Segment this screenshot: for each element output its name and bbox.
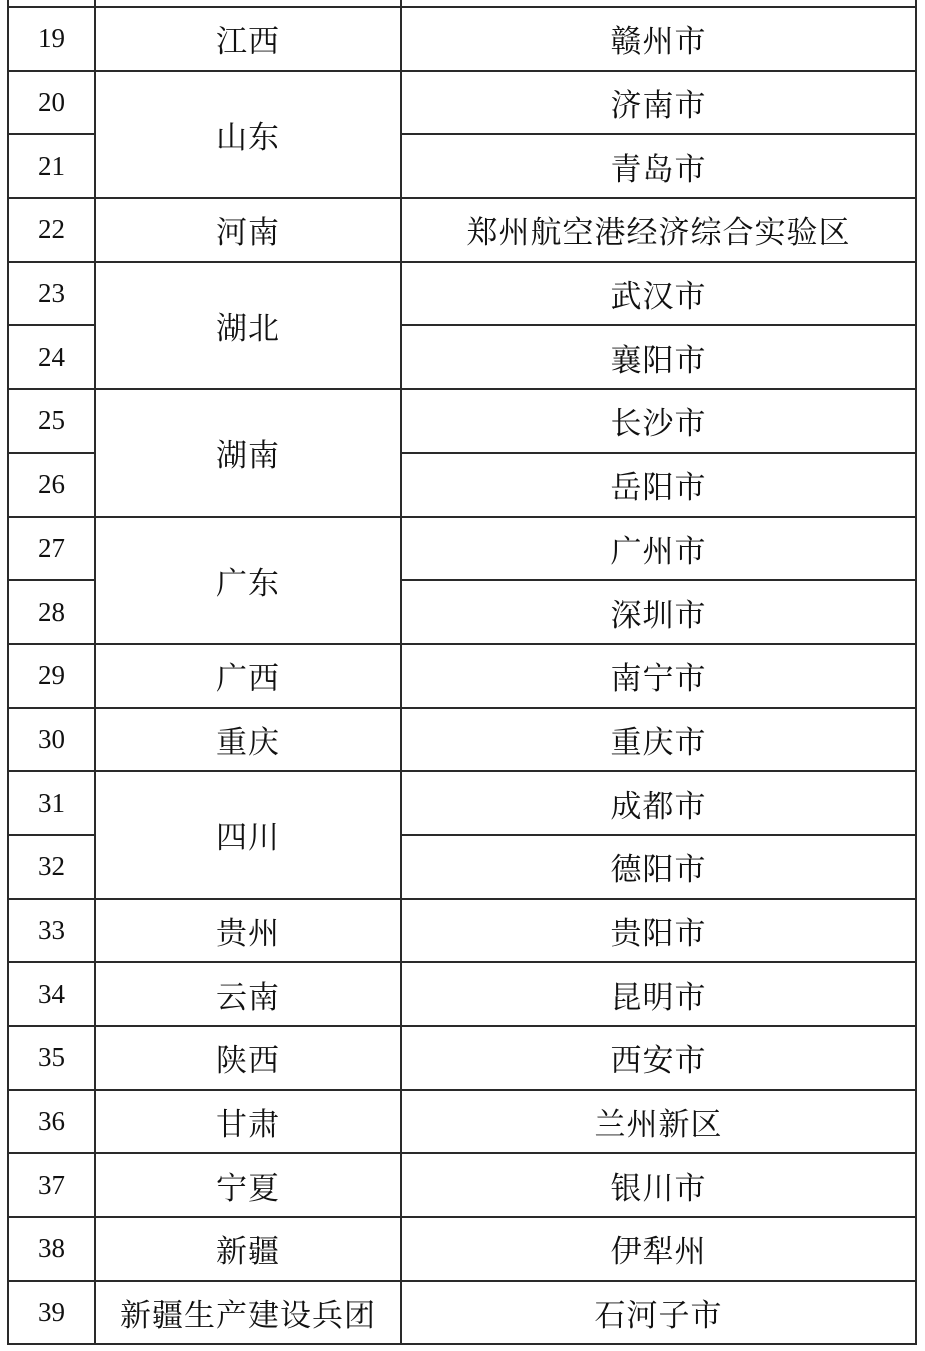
table-row <box>8 389 916 453</box>
row-number-cell: 22 <box>8 198 95 262</box>
table-row <box>8 644 916 708</box>
province-cell: 四川 <box>95 771 401 898</box>
city-cell: 西安市 <box>401 1026 916 1090</box>
row-number-cell: 39 <box>8 1281 95 1345</box>
province-cell: 新疆生产建设兵团 <box>95 1281 401 1345</box>
city-cell: 重庆市 <box>401 708 916 772</box>
city-cell: 石河子市 <box>401 1281 916 1345</box>
table-row <box>8 771 916 835</box>
province-cell: 湖北 <box>95 262 401 389</box>
city-cell: 济南市 <box>401 71 916 135</box>
city-cell: 赣州市 <box>401 7 916 71</box>
province-cell: 宁夏 <box>95 1153 401 1217</box>
province-cell: 广西 <box>95 644 401 708</box>
table-body <box>8 0 916 1344</box>
row-number-cell: 23 <box>8 262 95 326</box>
table-row <box>8 7 916 71</box>
city-cell: 德阳市 <box>401 835 916 899</box>
row-number-cell: 25 <box>8 389 95 453</box>
cell-stub <box>95 0 401 7</box>
province-cell: 湖南 <box>95 389 401 516</box>
city-cell: 青岛市 <box>401 134 916 198</box>
row-number-cell: 34 <box>8 962 95 1026</box>
table-row <box>8 1281 916 1345</box>
province-cell: 甘肃 <box>95 1090 401 1154</box>
city-cell: 伊犁州 <box>401 1217 916 1281</box>
table-row <box>8 198 916 262</box>
province-cell: 广东 <box>95 517 401 644</box>
table-row <box>8 708 916 772</box>
city-cell: 襄阳市 <box>401 325 916 389</box>
city-cell: 深圳市 <box>401 580 916 644</box>
province-cell: 重庆 <box>95 708 401 772</box>
city-cell: 郑州航空港经济综合实验区 <box>401 198 916 262</box>
row-number-cell: 38 <box>8 1217 95 1281</box>
row-number-cell: 28 <box>8 580 95 644</box>
row-number-cell: 20 <box>8 71 95 135</box>
city-cell: 长沙市 <box>401 389 916 453</box>
table-row <box>8 1153 916 1217</box>
table-row <box>8 1026 916 1090</box>
province-cell: 河南 <box>95 198 401 262</box>
row-number-cell: 27 <box>8 517 95 581</box>
table-row <box>8 262 916 326</box>
row-number-cell: 33 <box>8 899 95 963</box>
cell-stub <box>401 0 916 7</box>
row-number-cell: 19 <box>8 7 95 71</box>
row-number-cell: 24 <box>8 325 95 389</box>
city-cell: 贵阳市 <box>401 899 916 963</box>
city-cell: 成都市 <box>401 771 916 835</box>
row-number-cell: 37 <box>8 1153 95 1217</box>
city-cell: 兰州新区 <box>401 1090 916 1154</box>
cell-stub <box>8 0 95 7</box>
city-cell: 南宁市 <box>401 644 916 708</box>
province-cell: 山东 <box>95 71 401 198</box>
province-cell: 云南 <box>95 962 401 1026</box>
row-number-cell: 32 <box>8 835 95 899</box>
table-row <box>8 1217 916 1281</box>
city-cell: 广州市 <box>401 517 916 581</box>
city-cell: 武汉市 <box>401 262 916 326</box>
province-cell: 贵州 <box>95 899 401 963</box>
table-row <box>8 962 916 1026</box>
row-number-cell: 36 <box>8 1090 95 1154</box>
row-number-cell: 21 <box>8 134 95 198</box>
table-row <box>8 517 916 581</box>
table-row <box>8 1090 916 1154</box>
row-number-cell: 29 <box>8 644 95 708</box>
city-cell: 岳阳市 <box>401 453 916 517</box>
row-number-cell: 26 <box>8 453 95 517</box>
table-row-continuation <box>8 0 916 7</box>
row-number-cell: 30 <box>8 708 95 772</box>
city-cell: 银川市 <box>401 1153 916 1217</box>
city-cell: 昆明市 <box>401 962 916 1026</box>
province-cell: 陕西 <box>95 1026 401 1090</box>
row-number-cell: 35 <box>8 1026 95 1090</box>
province-cell: 新疆 <box>95 1217 401 1281</box>
province-cell: 江西 <box>95 7 401 71</box>
table-row <box>8 899 916 963</box>
region-table <box>7 0 917 1345</box>
table-row <box>8 71 916 135</box>
row-number-cell: 31 <box>8 771 95 835</box>
